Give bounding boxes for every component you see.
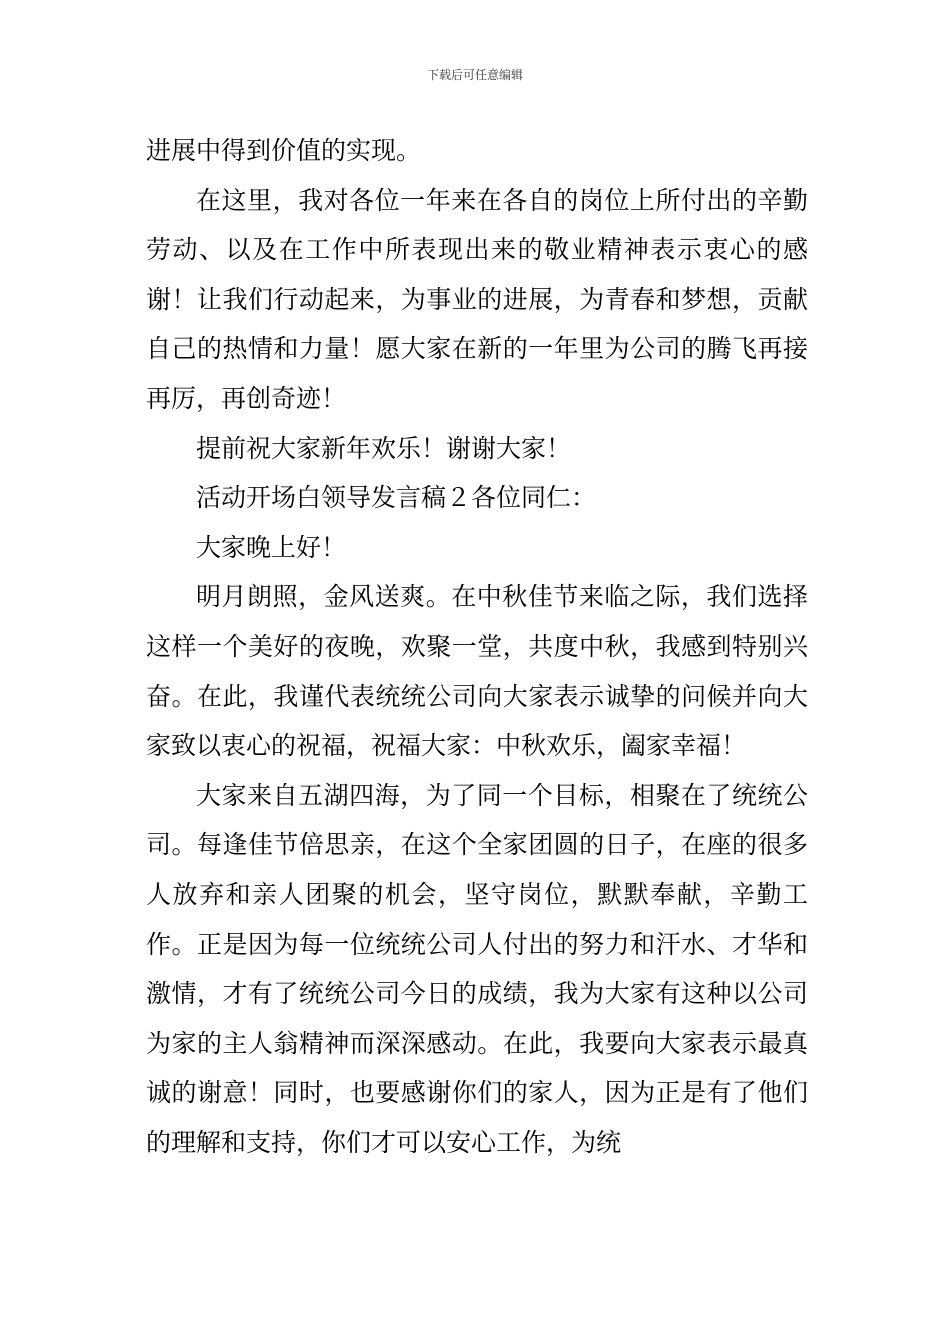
page-header: 下载后可任意编辑	[426, 68, 523, 82]
paragraph-6: 明月朗照，金风送爽。在中秋佳节来临之际，我们选择这样一个美好的夜晚，欢聚一堂，共度中秋，我感到特别兴奋。在此，我谨代表统统公司向大家表示诚挚的问候并向大家致以衷心的祝福，祝福大家：中秋欢乐，阖家幸福！	[146, 582, 808, 761]
paragraph-5: 大家晚上好！	[196, 532, 347, 562]
paragraph-3: 提前祝大家新年欢乐！谢谢大家！	[196, 433, 572, 463]
document-body	[146, 126, 808, 1167]
paragraph-4: 活动开场白领导发言稿２各位同仁：	[196, 483, 597, 513]
paragraph-1: 进展中得到价值的实现。	[146, 136, 422, 165]
paragraph-2: 在这里，我对各位一年来在各自的岗位上所付出的辛勤劳动、以及在工作中所表现出来的敬业精神表示衷心的感谢！让我们行动起来，为事业的进展，为青春和梦想，贡献自己的热情和力量！愿大家在新的一年里为公司的腾飞再接再厉，再创奇迹！	[146, 185, 808, 413]
paragraph-7: 大家来自五湖四海，为了同一个目标，相聚在了统统公司。每逢佳节倍思亲，在这个全家团圆的日子，在座的很多人放弃和亲人团聚的机会，坚守岗位，默默奉献，辛勤工作。正是因为每一位统统公司人付出的努力和汗水、才华和激情，才有了统统公司今日的成绩，我为大家有这种以公司为家的主人翁精神而深深感动。在此，我要向大家表示最真诚的谢意！同时，也要感谢你们的家人，因为正是有了他们的理解和支持，你们才可以安心工作，为统	[146, 780, 808, 1157]
